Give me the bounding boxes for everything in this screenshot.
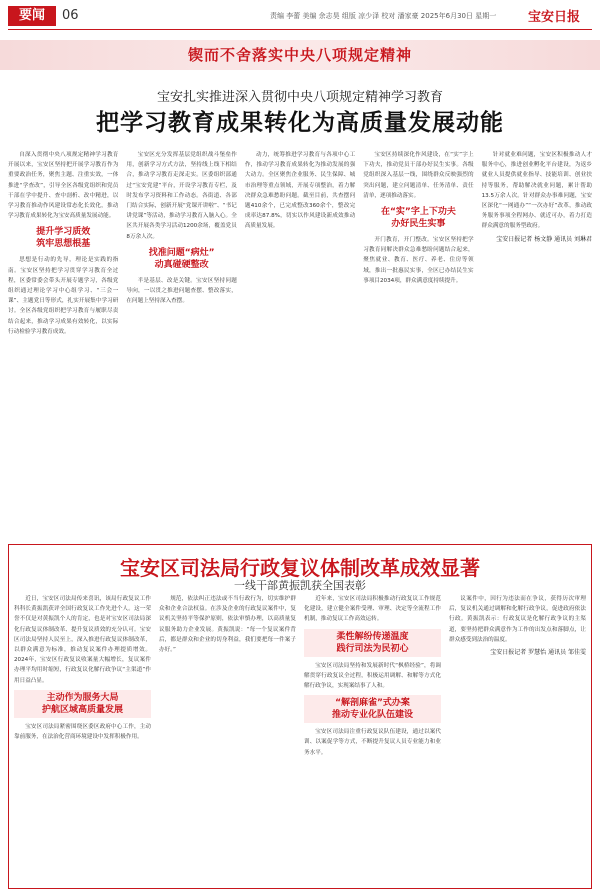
- subheading: “解剖麻雀”式办案 推动专业化队伍建设: [304, 695, 441, 723]
- subheading: 在“实”字上下功夫 办好民生实事: [381, 207, 456, 230]
- paragraph: 半是基层、改是关键。宝安区坚持问题导向，一以贯之推进问题查摆、整改落实，在问题上坚持深入查摆。: [126, 277, 237, 305]
- article2-title: 宝安区司法局行政复议体制改革成效显著: [120, 556, 480, 580]
- subheading: 提升学习质效 筑牢思想根基: [36, 227, 91, 250]
- byline: 宝安日报记者 罗慧怡 通讯员 邹佳雯: [490, 649, 586, 657]
- article1-body: [8, 150, 592, 540]
- article1-col-1: [8, 150, 118, 540]
- paragraph: 近年来，宝安区司法局积极推动行政复议工作规范化建设，建立健全案件受理、审理、决定等全流程工作机制，推动复议工作高效运转。: [304, 596, 441, 623]
- article2-col-2: [159, 594, 296, 884]
- paragraph: 针对就业难问题，宝安区积极推动人才服务中心，推进创业孵化平台建设，为返乡就业人员提供就业指导、技能培训、创业扶持等服务，帮助解决就业问题，累计帮助13.5万余人次。针对群众办事难问题，宝安区深化“一网通办”“一次办好”改革，推动政务服务事项全程网办、就近可办，着力打造群众满意的服务型政府。: [481, 152, 593, 230]
- paragraph: 宝安区司法局坚持和发展新时代“枫桥经验”，将调解贯穿行政复议全过程，积极运用调解、和解等方式化解行政争议，实现案结事了人和。: [304, 662, 441, 690]
- paragraph: 思想是行动的先导，理论是实践的指南。宝安区坚持把学习贯穿学习教育全过程，区委常委会带头开展专题学习，各级党组织通过理论学习中心组学习、“三会一课”、主题党日等形式，扎实开展集中学习研讨。全区各级党组织把学习教育与履职尽责结合起来，推动学习成果有效转化，以实际行动检验学习教育成效。: [8, 257, 119, 335]
- article2-kicker: 一线干部黄振凯获全国表彰: [234, 579, 366, 592]
- paragraph: 动力，统筹推进学习教育与各项中心工作，推动学习教育成果转化为推动发展的强大动力。全区聚焦企业服务、民生保障、城市治理等重点领域，开展专项整治，着力解决群众急难愁盼问题。截至目前，共查摆问题410余个，已完成整改360余个，整改完成率达87.8%，切实以作风建设新成效推动高质量发展。: [244, 152, 356, 230]
- paragraph: 近日，宝安区司法局传来喜讯，该局行政复议工作科科长黄振凯获评全国行政复议工作先进个人。这一荣誉不仅是对黄振凯个人的肯定，也是对宝安区司法局深化行政复议体制改革、提升复议质效的充分认可。宝安区司法局坚持人民至上，深入推进行政复议体制改革，以群众满意为标准，推动复议案件办理提质增效。2024年，宝安区行政复议收案量大幅增长，复议案件办理平均用时缩短，行政复议化解行政争议“主渠道”作用日益凸显。: [14, 596, 151, 684]
- section-banner: 锲而不舍落实中央八项规定精神: [0, 40, 600, 70]
- article1-col-2: [126, 150, 236, 540]
- page-number: 06: [62, 8, 79, 23]
- header-rule: [8, 29, 592, 30]
- subheading: 主动作为服务大局 护航区域高质量发展: [14, 690, 151, 718]
- subheading: 找准问题“病灶” 动真碰硬整改: [148, 247, 215, 270]
- paragraph: 宝安区充分发挥基层党组织战斗堡垒作用，创新学习方式方法，坚持线上线下相结合，推动学习教育走深走实。区委组织部通过“宝安党建”平台，开设学习教育专栏，及时发布学习资料和工作动态。各街道、各部门结合实际，创新开展“党课开讲啦”、“书记讲党课”等活动，推动学习教育入脑入心。全区共开展各类学习活动1200余场，覆盖党员8万余人次。: [126, 152, 237, 240]
- article1-col-5: [482, 150, 592, 540]
- paragraph: 宝安区持续深化作风建设，在“实”字上下功夫，推动党员干部办好民生实事。各级党组织深入基层一线，围绕群众反映强烈的突出问题，建立问题清单、任务清单、责任清单，逐项推动落实。: [363, 152, 474, 199]
- article2-body: [14, 594, 586, 884]
- paragraph: 规范，依法纠正违法或不当行政行为，切实维护群众和企业合法权益。在涉及企业的行政复议案件中，复议机关坚持平等保护原则，依法审慎办理，以高质量复议服务助力企业发展。黄振凯说：“每一个复议案件背后，都是群众和企业的切身利益，我们要把每一件案子办好。”: [159, 596, 296, 654]
- article1-title: 把学习教育成果转化为高质量发展动能: [96, 110, 504, 136]
- article1-kicker: 宝安扎实推进深入贯彻中央八项规定精神学习教育: [156, 90, 443, 105]
- byline: 宝安日报记者 杨文静 通讯员 刘琳君: [496, 235, 593, 243]
- paragraph: 宝安区司法局注重行政复议队伍建设，通过以案代训、以案促学等方式，不断提升复议人员专业能力和业务水平。: [304, 729, 441, 756]
- paragraph: 开门教育，开门整改。宝安区坚持把学习教育同解决群众急难愁盼问题结合起来，聚焦就业、教育、医疗、养老、住房等领域，推出一批惠民实事，全区已办结民生实事项目2034项，群众满意度持续提升。: [363, 237, 474, 284]
- newspaper-logo: 宝安日报: [528, 10, 581, 25]
- paragraph: 议案件中，因行为违法而在争议，获得历次审理后，复议机关通过调解和化解行政争议，促进政府依法行政。黄振凯表示：行政复议是化解行政争议的主渠道，要坚持把群众满意作为工作的出发点和落脚点，让群众感受到法治的温度。: [449, 596, 586, 643]
- paragraph: 宝安区司法局紧密围绕区委区政府中心工作，主动靠前服务，在法治化营商环境建设中发挥积极作用。: [14, 723, 151, 741]
- article2-col-4: [449, 594, 586, 884]
- paragraph: 自深入贯彻中央八项规定精神学习教育开展以来，宝安区坚持把开展学习教育作为重要政治任务，聚焦主题、注重实效，一体推进“学查改”，引导全区各级党组织和党员干部在学中提升、查中剖析、改中精进，以学习教育推动作风建设常态化长效化，推动学习教育成果转化为宝安高质量发展动能。: [8, 152, 119, 220]
- article2-col-3: [304, 594, 441, 884]
- page-meta: 责编 李蕾 美编 余志昊 组版 凉少泽 校对 潘家豪 2025年6月30日 星期一: [270, 12, 497, 20]
- article1-col-4: [363, 150, 473, 540]
- section-tag: 要闻: [8, 6, 56, 26]
- article1-col-3: [245, 150, 355, 540]
- article2-col-1: [14, 594, 151, 884]
- subheading: 柔性解纷传递温度 践行司法为民初心: [304, 629, 441, 657]
